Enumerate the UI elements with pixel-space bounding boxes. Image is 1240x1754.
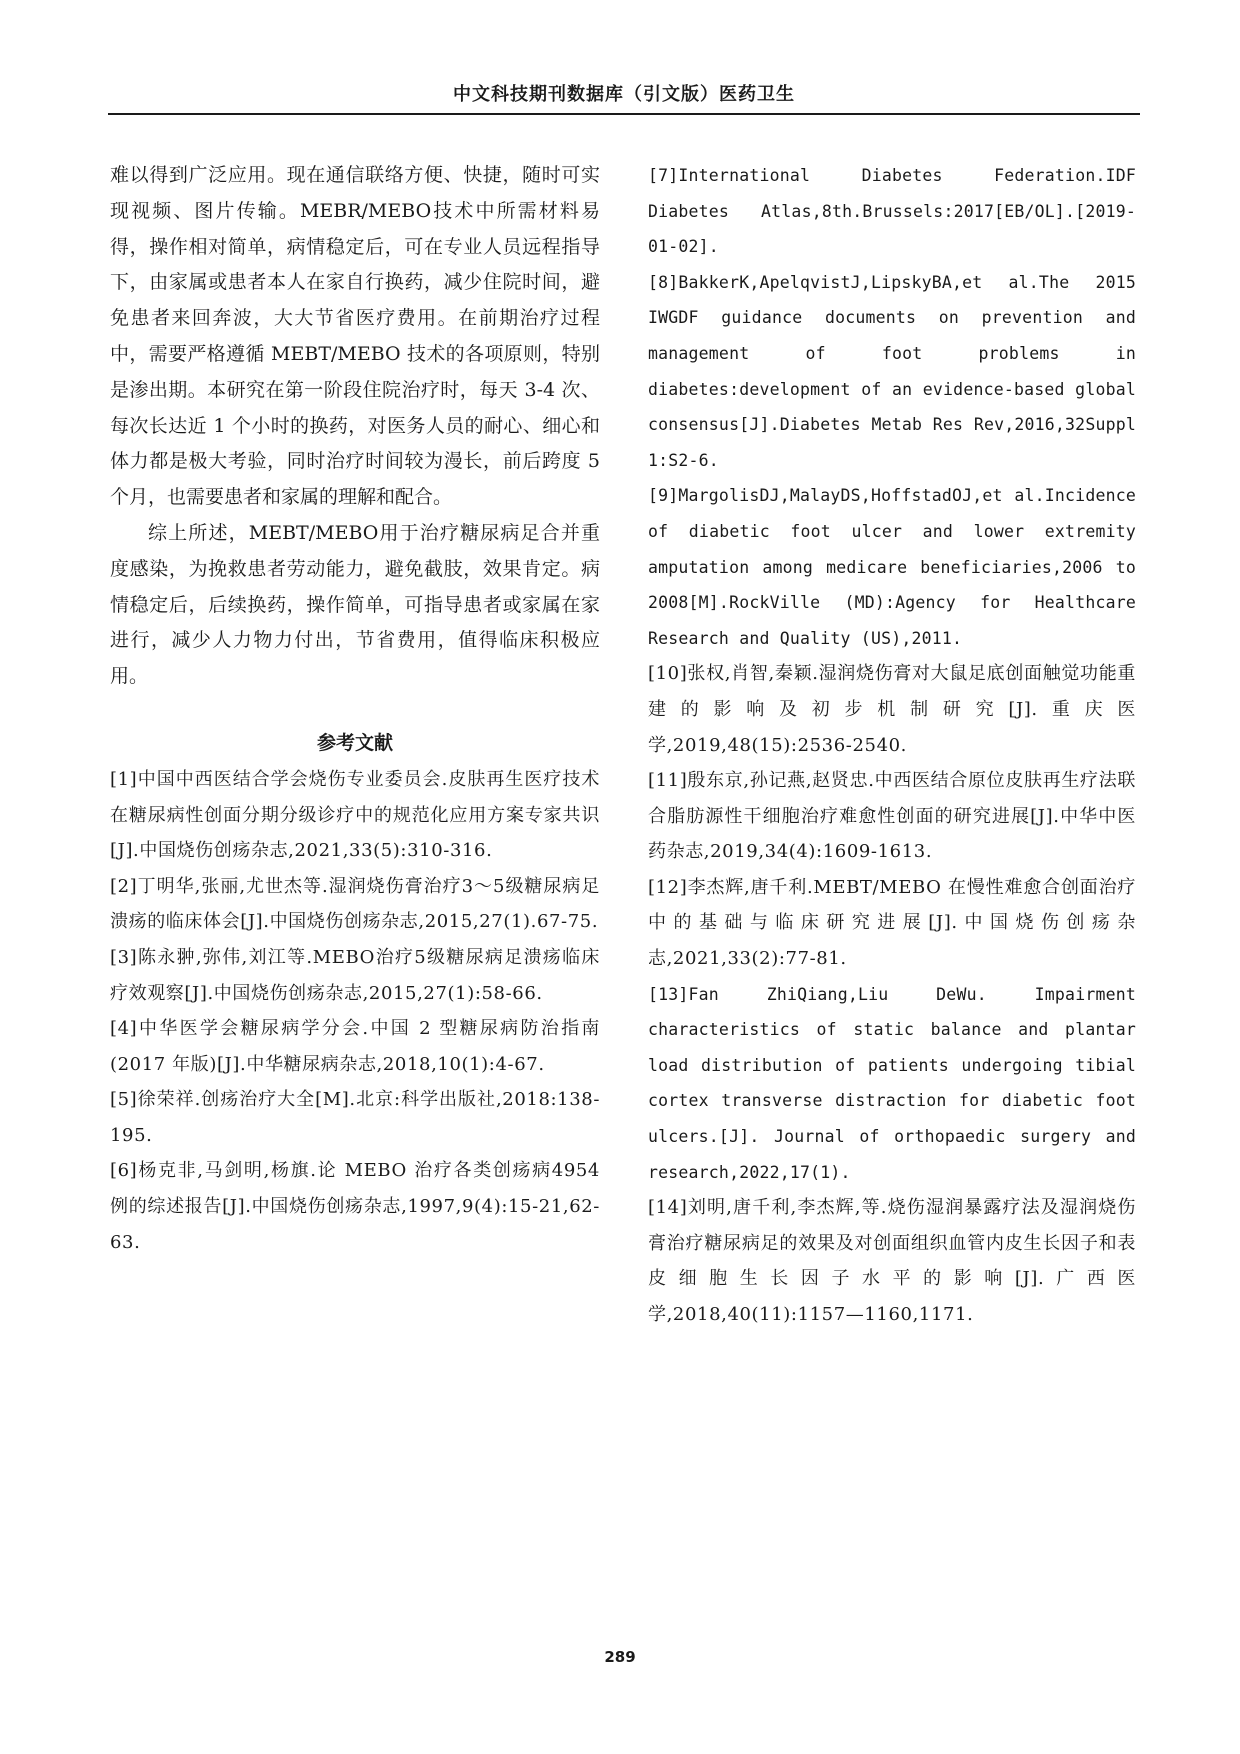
reference-item: [5]徐荣祥.创疡治疗大全[M].北京:科学出版社,2018:138-195.: [110, 1089, 600, 1146]
reference-item: [11]殷东京,孙记燕,赵贤忠.中西医结合原位皮肤再生疗法联合脂肪源性干细胞治疗难愈性创面的研究进展[J].中华中医药杂志,2019,34(4):1609-1613.: [648, 770, 1136, 863]
reference-item: [3]陈永翀,弥伟,刘江等.MEBO治疗5级糖尿病足溃疡临床疗效观察[J].中国烧伤创疡杂志,2015,27(1):58-66.: [110, 946, 600, 1004]
reference-item: [14]刘明,唐千利,李杰辉,等.烧伤湿润暴露疗法及湿润烧伤膏治疗糖尿病足的效果及对创面组织血管内皮生长因子和表皮细胞生长因子水平的影响[J].广西医学,2018,40(11):1157—1160,1171.: [648, 1197, 1136, 1325]
reference-item: [4]中华医学会糖尿病学分会.中国 2 型糖尿病防治指南 (2017 年版)[J].中华糖尿病杂志,2018,10(1):4-67.: [110, 1018, 600, 1075]
reference-item: [6]杨克非,马剑明,杨旗.论 MEBO 治疗各类创疡病4954 例的综述报告[J].中国烧伤创疡杂志,1997,9(4):15-21,62-63.: [110, 1160, 600, 1253]
references-heading: 参考文献: [316, 731, 393, 754]
reference-item: [9]MargolisDJ,MalayDS,HoffstadOJ,et al.Incidence of diabetic foot ulcer and lower extremity amputation among medicare beneficiaries,2006 to 2008[M].RockVille (MD):Agency for Healthcare Research and Quality (US),2011.: [648, 486, 1136, 648]
running-header: 中文科技期刊数据库（引文版）医药卫生: [453, 84, 795, 105]
left-column: [110, 158, 600, 1260]
reference-item: [2]丁明华,张丽,尤世杰等.湿润烧伤膏治疗3～5级糖尿病足溃疡的临床体会[J].中国烧伤创疡杂志,2015,27(1).67-75.: [110, 875, 600, 933]
reference-item: [13]Fan ZhiQiang,Liu DeWu. Impairment characteristics of static balance and plantar load distribution of patients undergoing tibial cortex transverse distraction for diabetic foot ulcers.[J]. Journal of orthopaedic surgery and research,2022,17(1).: [648, 984, 1136, 1182]
header-rule: [108, 113, 1140, 115]
reference-item: [1]中国中西医结合学会烧伤专业委员会.皮肤再生医疗技术在糖尿病性创面分期分级诊疗中的规范化应用方案专家共识[J].中国烧伤创疡杂志,2021,33(5):310-316.: [110, 768, 600, 862]
reference-item: [10]张权,肖智,秦颖.湿润烧伤膏对大鼠足底创面触觉功能重建的影响及初步机制研究[J].重庆医学,2019,48(15):2536-2540.: [648, 663, 1136, 756]
reference-item: [12]李杰辉,唐千利.MEBT/MEBO 在慢性难愈合创面治疗中的基础与临床研究进展[J].中国烧伤创疡杂志,2021,33(2):77-81.: [648, 876, 1136, 970]
page-number: 289: [604, 1648, 636, 1666]
reference-item: [7]International Diabetes Federation.IDF Diabetes Atlas,8th.Brussels:2017[EB/OL].[2019-01-02].: [648, 166, 1136, 257]
right-column: [648, 158, 1136, 1333]
conclusion-paragraph: 综上所述，MEBT/MEBO用于治疗糖尿病足合并重度感染，为挽救患者劳动能力，避免截肢，效果肯定。病情稳定后，后续换药，操作简单，可指导患者或家属在家进行，减少人力物力付出，节省费用，值得临床积极应用。: [110, 521, 600, 688]
reference-item: [8]BakkerK,ApelqvistJ,LipskyBA,et al.The 2015 IWGDF guidance documents on prevention and management of foot problems in diabetes:development of an evidence-based global consensus[J].Diabetes Metab Res Rev,2016,32Suppl 1:S2-6.: [648, 272, 1136, 470]
body-paragraph: 难以得到广泛应用。现在通信联络方便、快捷，随时可实现视频、图片传输。MEBR/MEBO技术中所需材料易得，操作相对简单，病情稳定后，可在专业人员远程指导下，由家属或患者本人在家自行换药，减少住院时间，避免患者来回奔波，大大节省医疗费用。在前期治疗过程中，需要严格遵循 MEBT/MEBO 技术的各项原则，特别是渗出期。本研究在第一阶段住院治疗时，每天 3-4 次、每次长达近 1 个小时的换药，对医务人员的耐心、细心和体力都是极大考验，同时治疗时间较为漫长，前后跨度 5 个月，也需要患者和家属的理解和配合。: [110, 164, 600, 509]
